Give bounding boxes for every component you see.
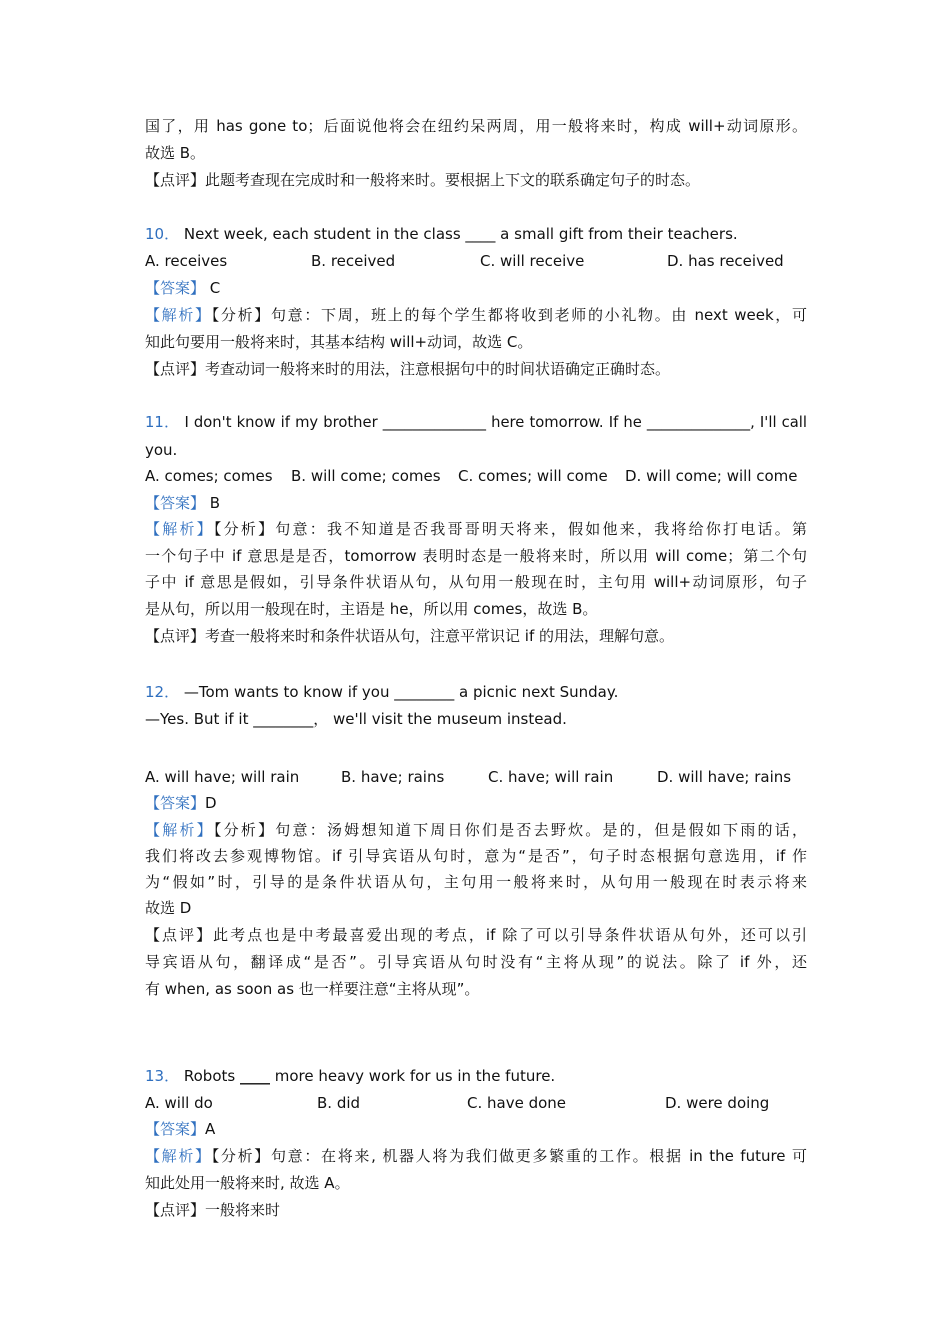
q11-stem-line bbox=[145, 413, 807, 433]
q11-option-c: C. comes; will come bbox=[458, 467, 608, 485]
q11-analysis-line-3: 子中 if 意思是假如，引导条件状语从句，从句用一般现在时，主句用 will+动词原形，句子 bbox=[145, 573, 807, 591]
q11-options bbox=[145, 466, 807, 486]
q12-answer: D bbox=[205, 794, 217, 812]
q10-analysis-line-1 bbox=[145, 305, 807, 325]
q12-option-b: B. have; rains bbox=[341, 768, 445, 786]
q11-number: 11． bbox=[145, 414, 180, 431]
q11-comment: 【点评】考查一般将来时和条件状语从句，注意平常识记 if 的用法，理解句意。 bbox=[145, 627, 674, 645]
q12-option-d: D. will have; rains bbox=[657, 768, 792, 786]
q11-option-b: B. will come; comes bbox=[291, 467, 441, 485]
q10-analysis-line-2: 知此句要用一般将来时，其基本结构 will+动词，故选 C。 bbox=[145, 333, 533, 351]
q12-analysis-line-4: 故选 D bbox=[145, 899, 192, 917]
q12-comment-line-1: 【点评】此考点也是中考最喜爱出现的考点，if 除了可以引导条件状语从句外，还可以引 bbox=[145, 926, 807, 944]
q12-answer-tag: 【答案】 bbox=[145, 794, 206, 812]
q11-analysis-line-1 bbox=[145, 519, 807, 539]
q11-analysis-tag: 【解析】 bbox=[145, 520, 214, 538]
q12-analysis-line-1 bbox=[145, 820, 807, 840]
q10-option-a: A. receives bbox=[145, 252, 228, 270]
q11-option-a: A. comes; comes bbox=[145, 467, 273, 485]
q11-stem: I don't know if my brother ______________ here tomorrow. If he ______________, I'll call bbox=[184, 414, 807, 431]
q13-option-c: C. have done bbox=[467, 1094, 567, 1112]
q12-option-a: A. will have; will rain bbox=[145, 768, 300, 786]
q13-answer: A bbox=[205, 1120, 216, 1138]
q12-option-c: C. have; will rain bbox=[488, 768, 614, 786]
q10-answer: C bbox=[205, 279, 221, 297]
q12-stem-line bbox=[145, 682, 807, 702]
q11-analysis: 【分析】句意：我不知道是否我哥哥明天将来，假如他来，我将给你打电话。第 bbox=[213, 520, 807, 538]
q10-number: 10． bbox=[145, 225, 180, 243]
q11-analysis-line-4: 是从句，所以用一般现在时，主语是 he，所以用 comes，故选 B。 bbox=[145, 600, 598, 618]
q13-option-a: A. will do bbox=[145, 1094, 213, 1112]
q12-stem: —Tom wants to know if you ________ a picnic next Sunday. bbox=[183, 683, 619, 701]
q12-analysis-line-3: 为“假如”时，引导的是条件状语从句，主句用一般将来时，从句用一般现在时表示将来 bbox=[145, 873, 807, 891]
q13-stem-line bbox=[145, 1066, 807, 1086]
q10-stem-line bbox=[145, 224, 807, 244]
q12-comment-line-3: 有 when, as soon as 也一样要注意“主将从现”。 bbox=[145, 980, 480, 998]
q13-option-d: D. were doing bbox=[665, 1094, 770, 1112]
q12-analysis-line-2: 我们将改去参观博物馆。if 引导宾语从句时，意为“是否”，句子时态根据句意选用，if 作 bbox=[145, 847, 807, 865]
q10-stem: Next week, each student in the class ____ a small gift from their teachers. bbox=[183, 225, 738, 243]
q11-answer-tag: 【答案】 bbox=[145, 494, 206, 512]
q13-analysis: 【分析】句意：在将来, 机器人将为我们做更多繁重的工作。根据 in the future 可 bbox=[211, 1147, 807, 1165]
q10-options bbox=[145, 251, 807, 271]
q10-option-b: B. received bbox=[311, 252, 396, 270]
q12-stem-line-2: —Yes. But if it ________， we'll visit the museum instead. bbox=[145, 710, 567, 728]
q11-stem-line-2: you. bbox=[145, 441, 178, 459]
q12-answer-line bbox=[145, 793, 807, 813]
q10-analysis: 【分析】句意：下周，班上的每个学生都将收到老师的小礼物。由 next week，可 bbox=[211, 306, 807, 324]
q13-analysis-tag: 【解析】 bbox=[145, 1147, 212, 1165]
q11-analysis-line-2: 一个句子中 if 意思是是否，tomorrow 表明时态是一般将来时，所以用 will come；第二个句 bbox=[145, 547, 807, 565]
q11-answer: B bbox=[205, 494, 221, 512]
q13-analysis-line-1 bbox=[145, 1146, 807, 1166]
intro-line-1: 国了，用 has gone to；后面说他将会在纽约呆两周，用一般将来时，构成 will+动词原形。 bbox=[145, 117, 807, 135]
q10-answer-line bbox=[145, 278, 807, 298]
q13-options bbox=[145, 1093, 807, 1113]
q12-options bbox=[145, 767, 807, 787]
q13-stem-pre: Robots bbox=[183, 1067, 240, 1085]
q10-comment: 【点评】考查动词一般将来时的用法，注意根据句中的时间状语确定正确时态。 bbox=[145, 360, 671, 378]
q11-option-d: D. will come; will come bbox=[625, 467, 798, 485]
intro-comment: 【点评】此题考查现在完成时和一般将来时。要根据上下文的联系确定句子的时态。 bbox=[145, 171, 701, 189]
q10-option-d: D. has received bbox=[667, 252, 784, 270]
q12-analysis: 【分析】句意：汤姆想知道下周日你们是否去野炊。是的，但是假如下雨的话， bbox=[213, 821, 807, 839]
q13-option-b: B. did bbox=[317, 1094, 361, 1112]
q13-stem-post: more heavy work for us in the future. bbox=[269, 1067, 556, 1085]
q10-answer-tag: 【答案】 bbox=[145, 279, 206, 297]
q13-analysis-line-2: 知此处用一般将来时, 故选 A。 bbox=[145, 1174, 350, 1192]
q11-answer-line bbox=[145, 493, 807, 513]
q13-comment: 【点评】一般将来时 bbox=[145, 1201, 281, 1219]
q13-number: 13． bbox=[145, 1067, 180, 1085]
q13-answer-line bbox=[145, 1119, 807, 1139]
q12-comment-line-2: 导宾语从句，翻译成“是否”。引导宾语从句时没有“主将从现”的说法。除了 if 外，还 bbox=[145, 953, 807, 971]
intro-line-2: 故选 B。 bbox=[145, 144, 206, 162]
q12-number: 12． bbox=[145, 683, 180, 701]
q10-option-c: C. will receive bbox=[480, 252, 585, 270]
q13-stem-blank: ____ bbox=[239, 1067, 270, 1085]
q13-answer-tag: 【答案】 bbox=[145, 1120, 206, 1138]
q10-analysis-tag: 【解析】 bbox=[145, 306, 212, 324]
q12-analysis-tag: 【解析】 bbox=[145, 821, 214, 839]
